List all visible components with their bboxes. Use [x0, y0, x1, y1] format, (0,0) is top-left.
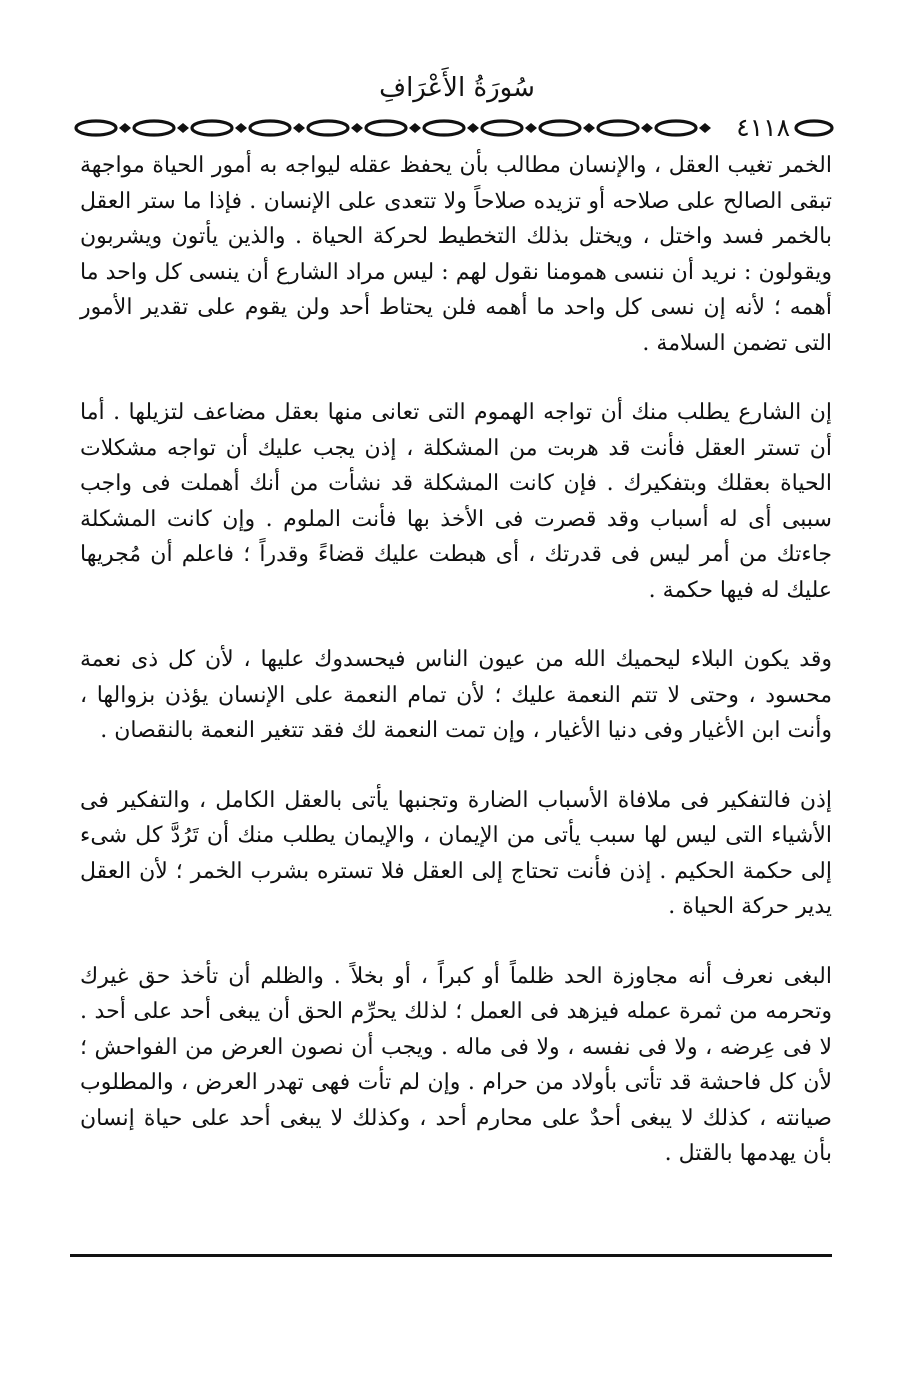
chain-link: [424, 121, 464, 135]
chain-link: [796, 121, 832, 135]
chain-link: [134, 121, 174, 135]
chain-link: [192, 121, 232, 135]
chain-link: [366, 121, 406, 135]
chain-diamond: [351, 123, 363, 133]
chain-link: [482, 121, 522, 135]
chain-diamond: [467, 123, 479, 133]
chain-link: [308, 121, 348, 135]
paragraph: البغى نعرف أنه مجاوزة الحد ظلماً أو كبراً ، أو بخلاً . والظلم أن تأخذ حق غيرك وتحرمه من ثمرة عمله فيزهد فى العمل ؛ لذلك يحرِّم الحق أن يبغى أحد على أحد . لا فى عِرضه ، ولا فى نفسه ، ولا فى ماله . ويجب أن نصون العرض من الفواحش ؛ لأن كل فاحشة قد تأتى بأولاد من حرام . وإن لم تأت فهى تهدر العرض ، والمطلوب صيانته ، كذلك لا يبغى أحدٌ على محارم أحد ، وكذلك لا يبغى أحد على حياة إنسان بأن يهدمها بالقتل .: [80, 963, 832, 1166]
chain-diamond: [119, 123, 131, 133]
chain-link: [76, 121, 116, 135]
chain-diamond: [583, 123, 595, 133]
chain-diamond: [699, 123, 711, 133]
chain-ornament: [72, 112, 836, 144]
chain-diamond: [293, 123, 305, 133]
paragraph: وقد يكون البلاء ليحميك الله من عيون الناس فيحسدوك عليها ، لأن كل ذى نعمة محسود ، وحتى لا تتم النعمة عليك ؛ لأن تمام النعمة على الإنسان يؤذن بزوالها ، وأنت ابن الأغيار وفى دنيا الأغيار ، وإن تمت النعمة لك فقد تتغير النعمة بالنقصان .: [80, 647, 832, 743]
chain-link: [250, 121, 290, 135]
chain-diamond: [409, 123, 421, 133]
chain-diamond: [525, 123, 537, 133]
chain-link: [598, 121, 638, 135]
chain-diamond: [177, 123, 189, 133]
surah-title: سُورَةُ الأَعْرَافِ: [379, 73, 535, 103]
paragraph: إن الشارع يطلب منك أن تواجه الهموم التى تعانى منها بعقل مضاعف لتزيلها . أما أن تستر العقل فأنت قد هربت من المشكلة ، إذن يجب عليك أن تواجه مشكلات الحياة بعقلك وبتفكيرك . فإن كانت المشكلة قد نشأت من أنك أهملت فى واجب سببى أى له أسباب وقد قصرت فى الأخذ بها فأنت الملوم . وإن كانت المشكلة جاءتك من أمر ليس فى قدرتك ، أى هبطت عليك قضاءً وقدراً ؛ فاعلم أن مُجريها عليك له فيها حكمة .: [80, 400, 833, 603]
chain-diamond: [235, 123, 247, 133]
paragraph: إذن فالتفكير فى ملافاة الأسباب الضارة وتجنبها يأتى بالعقل الكامل ، والتفكير فى الأشياء التى ليس لها سبب يأتى من الإيمان ، والإيمان يطلب منك أن تَرُدَّ كل شىء إلى حكمة الحكيم . إذن فأنت تحتاج إلى العقل فلا تستره بشرب الخمر ؛ لأن العقل يدير حركة الحياة .: [80, 787, 832, 919]
page-number: ٤١١٨: [732, 112, 794, 144]
body-text: [80, 148, 832, 1172]
paragraph: الخمر تغيب العقل ، والإنسان مطالب بأن يحفظ عقله ليواجه به أمور الحياة مواجهة تبقى الصالح على صلاحه أو تزيده صلاحاً ولا تتعدى على الإنسان . فإذا ما ستر العقل بالخمر فسد واختل ، ويختل بذلك التخطيط لحركة الحياة . والذين يأتون ويشربون ويقولون : نريد أن ننسى همومنا نقول لهم : ليس مراد الشارع أن ينسى كل واحد ما أهمه ؛ لأنه إن نسى كل واحد ما أهمه فلن يحتاط أحد ولن يقوم على تقدير الأمور التى تضمن السلامة .: [80, 153, 832, 356]
ornamental-header-band: [72, 112, 836, 144]
chain-link: [540, 121, 580, 135]
chain-link: [656, 121, 696, 135]
chain-diamond: [641, 123, 653, 133]
footer-rule: [70, 1254, 832, 1257]
